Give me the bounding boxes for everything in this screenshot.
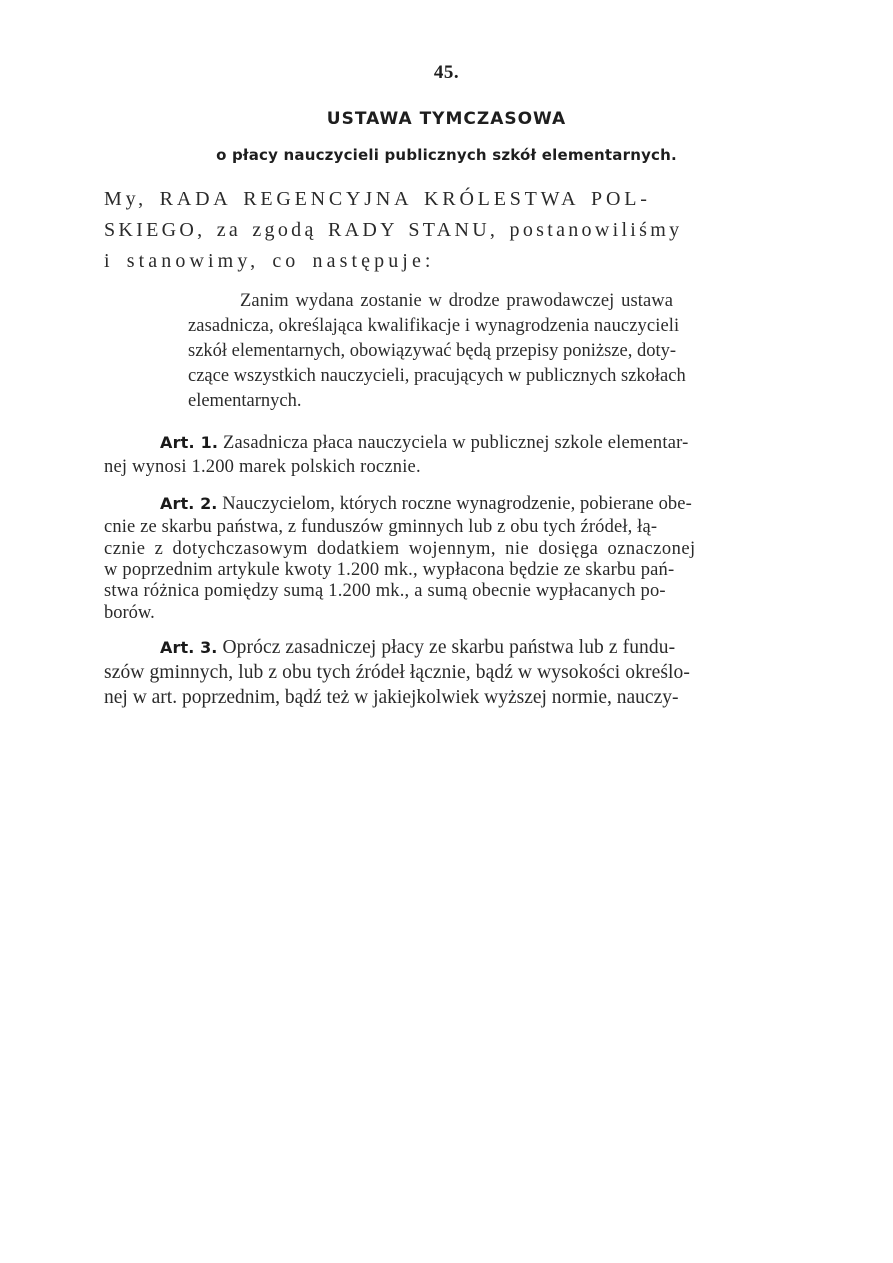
article-label: Art. 3.	[160, 638, 218, 657]
preamble-line: i stanowimy, co następuje:	[104, 250, 435, 272]
article-text: Oprócz zasadniczej płacy ze skarbu państwa lub z fundu-	[222, 637, 676, 658]
page-number: 45.	[433, 62, 460, 83]
preamble-line: My, RADA REGENCYJNA KRÓLESTWA POL-	[104, 188, 651, 210]
article-line: cznie z dotychczasowym dodatkiem wojennym, nie dosięga oznaczonej	[104, 539, 696, 559]
article-first-line	[160, 637, 675, 659]
article-label: Art. 1.	[160, 433, 219, 452]
article-label: Art. 2.	[160, 494, 218, 513]
preamble-line: SKIEGO, za zgodą RADY STANU, postanowiliśmy	[104, 219, 683, 241]
document-title: USTAWA TYMCZASOWA	[326, 109, 567, 129]
intro-line: zasadnicza, określająca kwalifikacje i wynagrodzenia nauczycieli	[188, 316, 680, 336]
intro-line: Zanim wydana zostanie w drodze prawodawczej ustawa	[240, 291, 674, 311]
intro-line: czące wszystkich nauczycieli, pracujących w publicznych szkołach	[188, 366, 686, 386]
article-line: w poprzednim artykule kwoty 1.200 mk., wypłacona będzie ze skarbu pań-	[104, 560, 675, 580]
article-line: nej wynosi 1.200 marek polskich rocznie.	[104, 457, 421, 477]
article-text: Zasadnicza płaca nauczyciela w publicznej szkole elementar-	[223, 433, 689, 453]
article-line: szów gminnych, lub z obu tych źródeł łącznie, bądź w wysokości określo-	[104, 662, 690, 683]
intro-line: szkół elementarnych, obowiązywać będą przepisy poniższe, doty-	[188, 341, 677, 361]
article-first-line	[160, 433, 688, 454]
intro-line: elementarnych.	[188, 391, 302, 411]
article-line: cnie ze skarbu państwa, z funduszów gminnych lub z obu tych źródeł, łą-	[104, 517, 658, 537]
article-first-line	[160, 494, 692, 515]
article-line: stwa różnica pomiędzy sumą 1.200 mk., a sumą obecnie wypłacanych po-	[104, 581, 666, 601]
article-line: nej w art. poprzednim, bądź też w jakiejkolwiek wyższej normie, nauczy-	[104, 687, 679, 708]
document-subtitle: o płacy nauczycieli publicznych szkół elementarnych.	[216, 146, 677, 164]
article-text: Nauczycielom, których roczne wynagrodzenie, pobierane obe-	[222, 494, 692, 514]
article-line: borów.	[104, 603, 155, 623]
